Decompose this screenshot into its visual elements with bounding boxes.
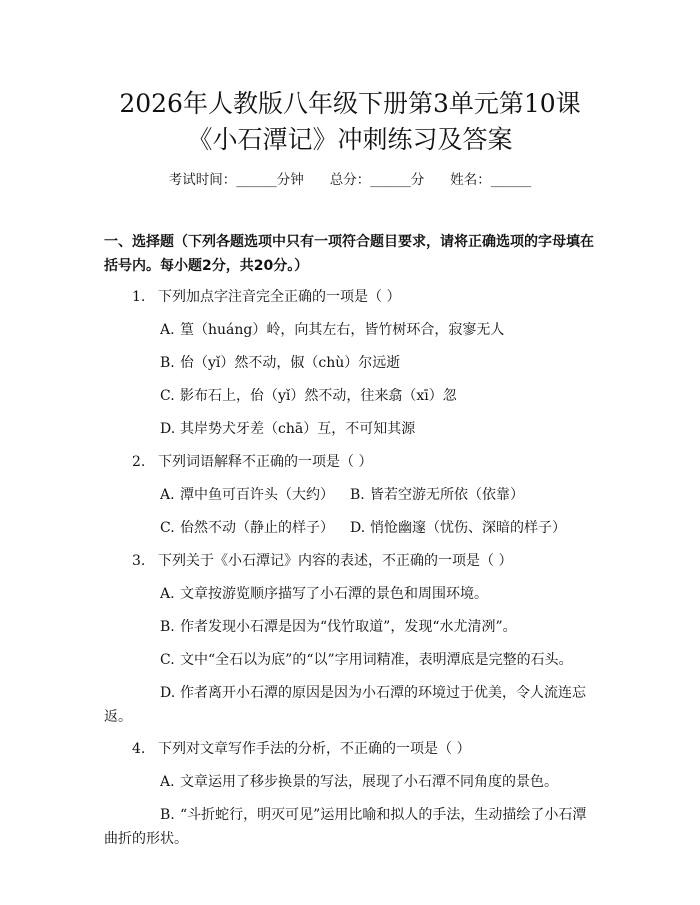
- option-letter: B.: [160, 619, 175, 635]
- option-text: 文章运用了移步换景的写法，展现了小石潭不同角度的景色。: [180, 774, 558, 790]
- question-text: 下列对文章写作手法的分析，不正确的一项是（ ）: [158, 741, 471, 757]
- question-1-option-a: [160, 319, 504, 341]
- question-4-option-a: [160, 771, 558, 793]
- option-letter: D.: [350, 520, 366, 536]
- question-text: 下列关于《小石潭记》内容的表述，不正确的一项是（ ）: [158, 553, 513, 569]
- question-number: 3.: [132, 553, 146, 569]
- option-text: 悄怆幽邃（忧伤、深暗的样子）: [370, 520, 566, 536]
- question-2-option-a: [160, 484, 350, 506]
- document-title-line-2: 《小石潭记》冲刺练习及答案: [187, 125, 513, 154]
- option-letter: B.: [160, 355, 175, 371]
- option-text: 皆若空游无所依（依靠）: [370, 487, 524, 503]
- question-2-option-d: [350, 517, 566, 539]
- question-2: [132, 451, 372, 473]
- option-letter: C.: [160, 652, 175, 668]
- option-letter: D.: [160, 685, 176, 701]
- option-text: 文中“全石以为底”的“以”字用词精准，表明潭底是完整的石头。: [180, 652, 573, 668]
- section-heading: 一、选择题（下列各题选项中只有一项符合题目要求，请将正确选项的字母填在括号内。每小题2分，共20分。）: [104, 234, 594, 274]
- question-number: 4.: [132, 741, 146, 757]
- question-3-option-a: [160, 583, 488, 605]
- option-letter: C.: [160, 388, 175, 404]
- exam-score: 总分：______分: [329, 172, 425, 188]
- question-3-option-d: [160, 682, 586, 704]
- option-letter: A.: [160, 487, 175, 503]
- question-3-option-b: [160, 616, 517, 638]
- question-3-option-d-continuation: 返。: [104, 709, 132, 725]
- exam-info: [0, 170, 700, 190]
- option-letter: C.: [160, 520, 175, 536]
- question-4: [132, 738, 470, 760]
- question-2-option-c: [160, 517, 350, 539]
- document-title-line-1: 2026年人教版八年级下册第3单元第10课: [119, 89, 581, 118]
- question-3: [132, 550, 512, 572]
- option-text: 作者发现小石潭是因为“伐竹取道”，发现“水尤清冽”。: [180, 619, 517, 635]
- question-4-option-b: [160, 804, 586, 826]
- question-text: 下列加点字注音完全正确的一项是（ ）: [158, 289, 401, 305]
- exam-time: 考试时间：______分钟: [168, 172, 304, 188]
- question-1-option-d: [160, 418, 415, 440]
- question-1: [132, 286, 400, 308]
- option-letter: B.: [350, 487, 365, 503]
- option-text: 潭中鱼可百许头（大约）: [180, 487, 334, 503]
- option-text: 佁（yǐ）然不动，俶（chù）尔远逝: [180, 355, 401, 371]
- question-text: 下列词语解释不正确的一项是（ ）: [158, 454, 373, 470]
- question-1-option-c: [160, 385, 457, 407]
- question-2-options-row-2: [160, 517, 566, 539]
- option-text: 篁（huáng）岭，向其左右，皆竹树环合，寂寥无人: [180, 322, 505, 338]
- question-2-options-row-1: [160, 484, 524, 506]
- question-number: 1.: [132, 289, 146, 305]
- option-letter: A.: [160, 322, 175, 338]
- option-letter: D.: [160, 421, 176, 437]
- question-3-option-c: [160, 649, 573, 671]
- option-text: 佁然不动（静止的样子）: [180, 520, 334, 536]
- option-letter: A.: [160, 586, 175, 602]
- question-1-option-b: [160, 352, 400, 374]
- option-letter: B.: [160, 807, 175, 823]
- question-4-option-b-continuation: 曲折的形状。: [104, 831, 188, 847]
- option-letter: A.: [160, 774, 175, 790]
- option-text: 文章按游览顺序描写了小石潭的景色和周围环境。: [180, 586, 488, 602]
- option-text: “斗折蛇行，明灭可见”运用比喻和拟人的手法，生动描绘了小石潭: [180, 807, 587, 823]
- option-text: 影布石上，佁（yǐ）然不动，往来翕（xī）忽: [180, 388, 457, 404]
- question-number: 2.: [132, 454, 146, 470]
- option-text: 作者离开小石潭的原因是因为小石潭的环境过于优美，令人流连忘: [180, 685, 586, 701]
- option-text: 其岸势犬牙差（chā）互，不可知其源: [180, 421, 416, 437]
- exam-name: 姓名：______: [450, 172, 532, 188]
- question-2-option-b: [350, 484, 524, 506]
